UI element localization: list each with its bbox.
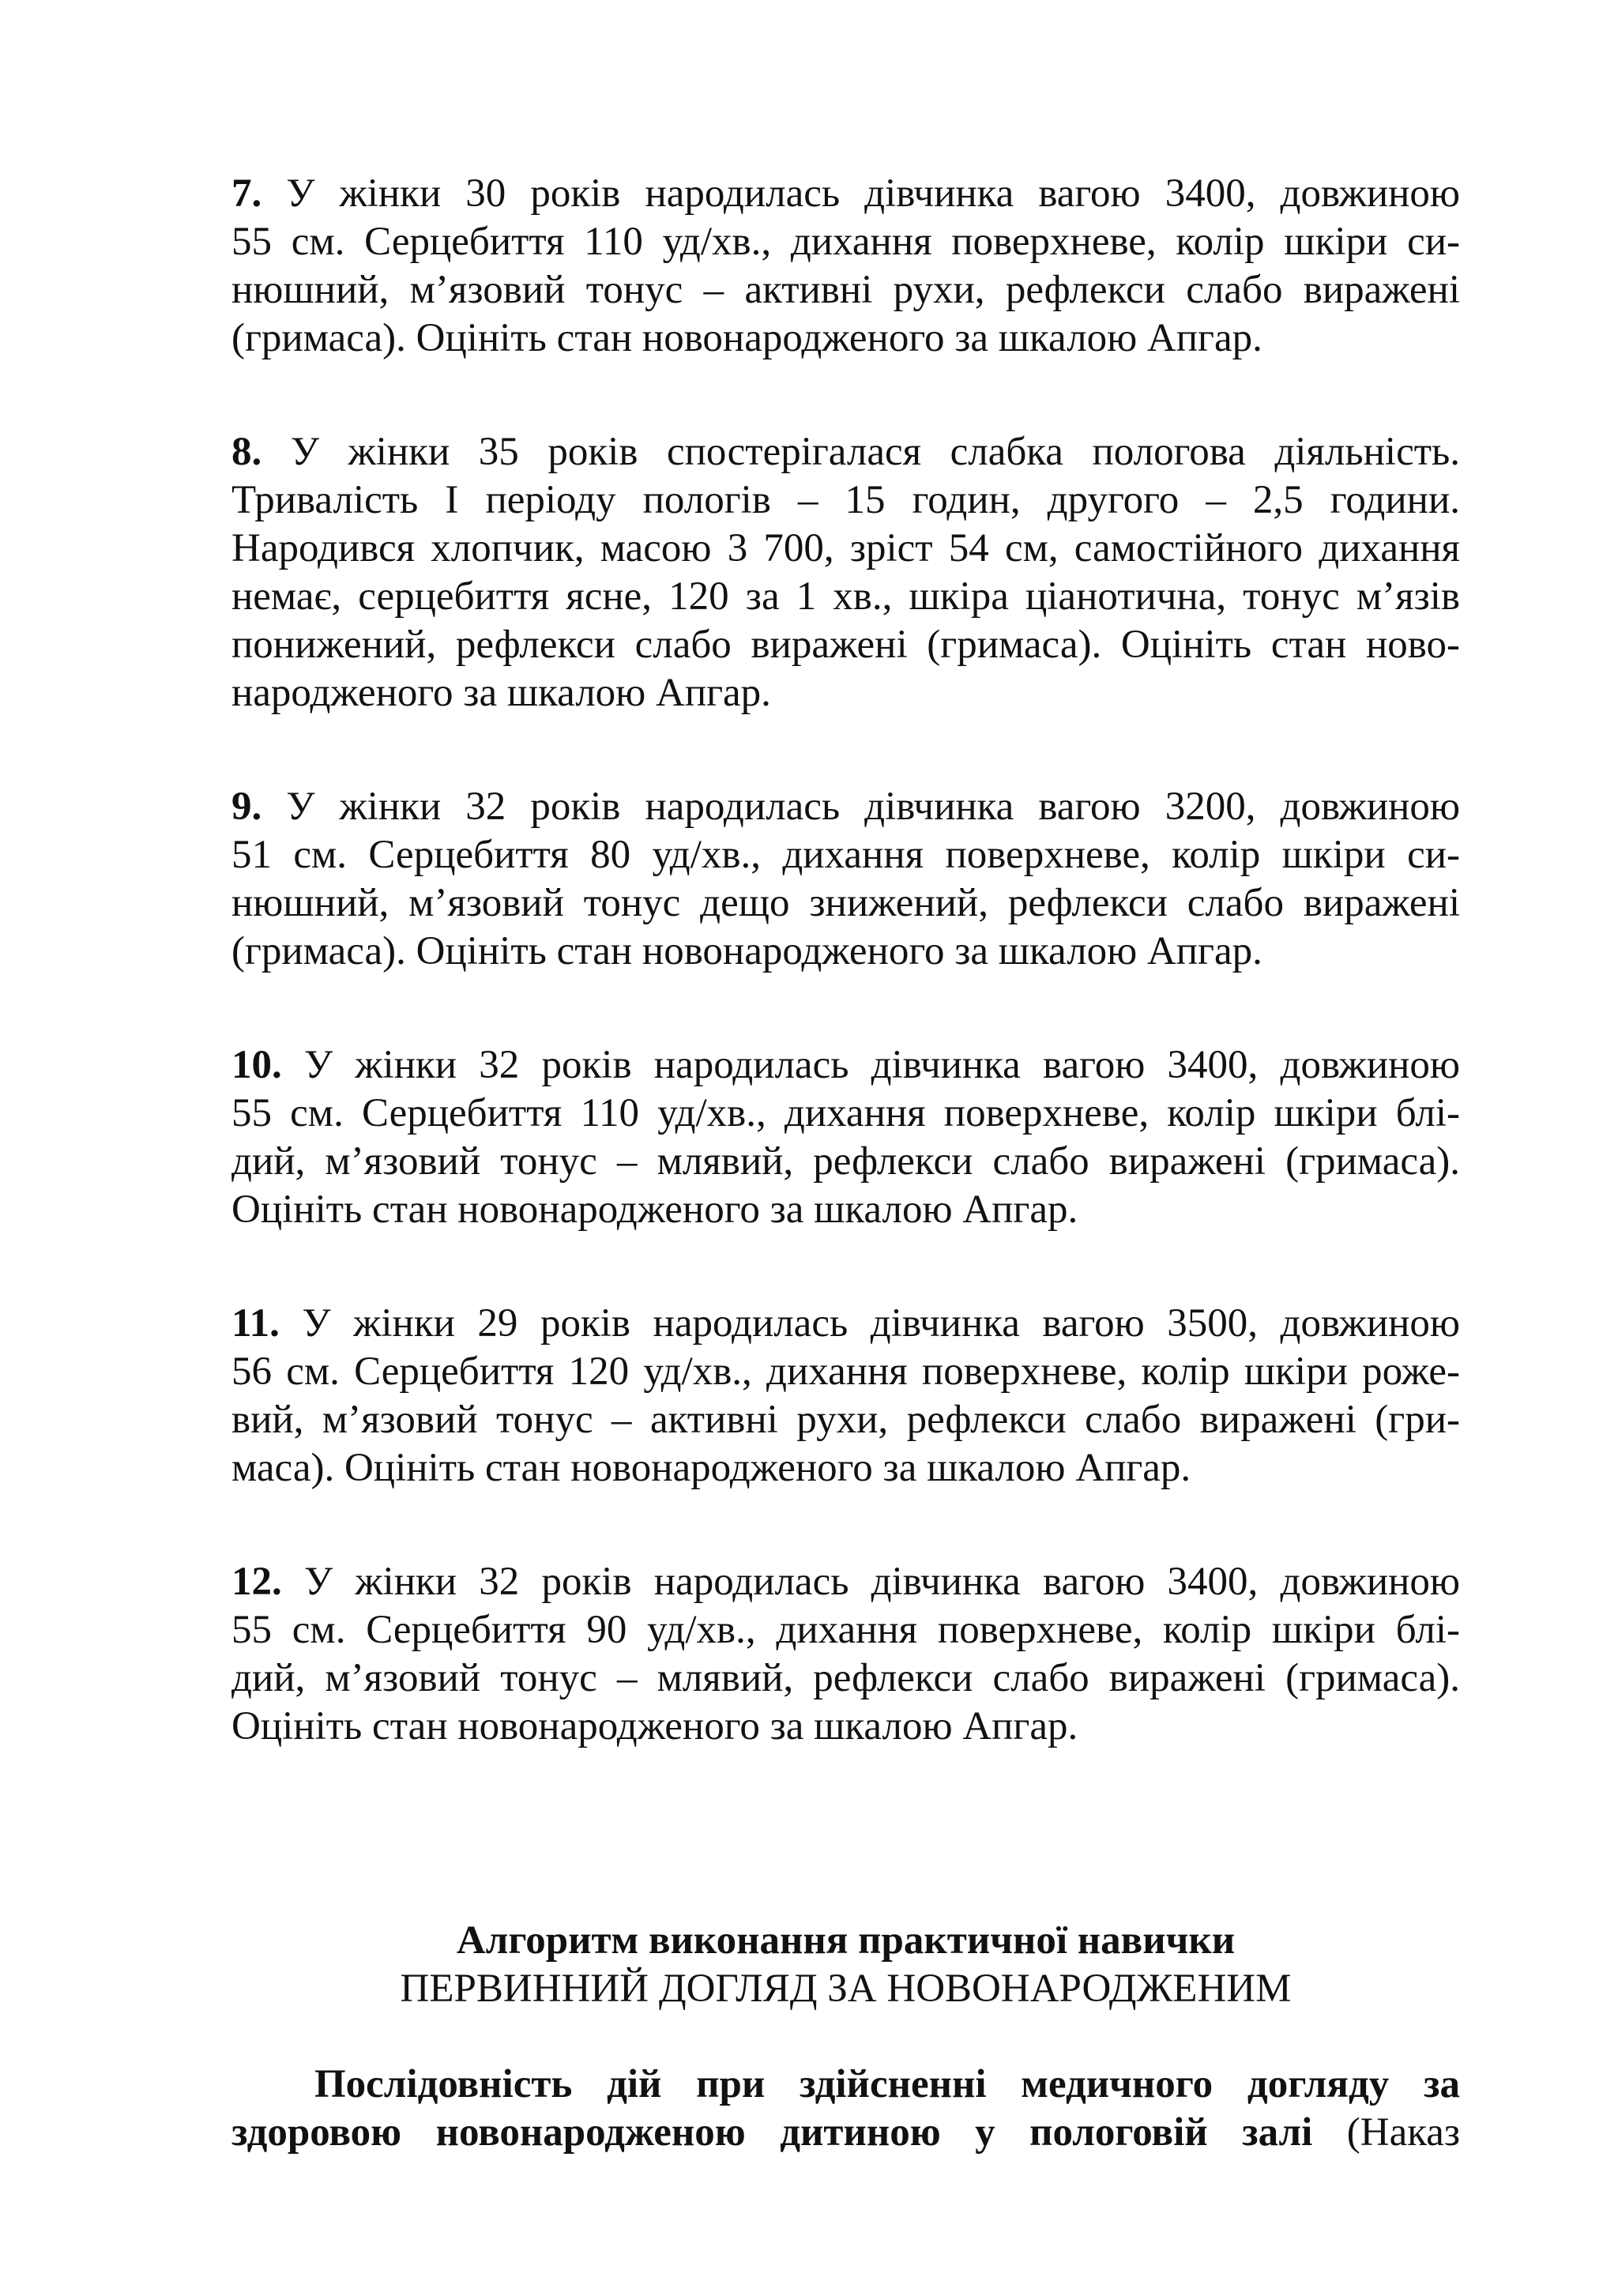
- intro-line-rest: (Наказ: [1312, 2110, 1460, 2155]
- problem-text-line: нюшний, м’язовий тонус дещо знижений, рефлекси слабо виражені: [231, 881, 1460, 925]
- document-page: [231, 170, 1460, 2157]
- section-title-bold: Алгоритм виконання практичної навички: [456, 1918, 1236, 1963]
- problem-9: [231, 783, 1460, 976]
- problem-number: 12.: [231, 1560, 282, 1604]
- problem-8: [231, 428, 1460, 717]
- section-heading: [231, 1917, 1460, 2013]
- problem-10: [231, 1041, 1460, 1234]
- problem-text-line: 56 см. Серцебиття 120 уд/хв., дихання поверхневе, колір шкіри роже-: [231, 1349, 1460, 1394]
- problem-text-line: маса). Оцініть стан новонародженого за шкалою Апгар.: [231, 1446, 1191, 1490]
- problem-text-line: Народився хлопчик, масою 3 700, зріст 54 см, самостійного дихання: [231, 526, 1460, 570]
- problem-text-line: Тривалість І періоду пологів – 15 годин, другого – 2,5 години.: [231, 478, 1460, 522]
- problem-text-line: нюшний, м’язовий тонус – активні рухи, рефлекси слабо виражені: [231, 268, 1460, 312]
- intro-line: Послідовність дій при здійсненні медичного догляду за: [314, 2062, 1460, 2106]
- problem-number: 7.: [231, 171, 262, 216]
- problem-number: 10.: [231, 1043, 282, 1087]
- problem-number: 8.: [231, 430, 262, 474]
- problem-number: 9.: [231, 785, 262, 829]
- problem-text-line: народженого за шкалою Апгар.: [231, 671, 771, 715]
- problem-text-line: У жінки 30 років народилась дівчинка вагою 3400, довжиною: [286, 171, 1461, 216]
- problem-text-line: У жінки 32 років народилась дівчинка вагою 3400, довжиною: [303, 1043, 1461, 1087]
- problem-text-line: Оцініть стан новонародженого за шкалою Апгар.: [231, 1188, 1078, 1232]
- problem-text-line: вий, м’язовий тонус – активні рухи, рефлекси слабо виражені (гри-: [231, 1398, 1460, 1442]
- problem-text-line: У жінки 32 років народилась дівчинка вагою 3200, довжиною: [286, 785, 1461, 829]
- problem-text-line: понижений, рефлекси слабо виражені (гримаса). Оцініть стан ново-: [231, 623, 1460, 667]
- problem-text-line: 55 см. Серцебиття 110 уд/хв., дихання поверхневе, колір шкіри блі-: [231, 1091, 1460, 1135]
- intro-line-bold: здоровою новонародженою дитиною у пологовій залі: [231, 2110, 1313, 2155]
- problem-text-line: немає, серцебиття ясне, 120 за 1 хв., шкіра ціанотична, тонус м’язів: [231, 574, 1460, 619]
- problem-12: [231, 1558, 1460, 1751]
- problem-text-line: У жінки 29 років народилась дівчинка вагою 3500, довжиною: [302, 1301, 1461, 1346]
- problem-text-line: дий, м’язовий тонус – млявий, рефлекси слабо виражені (гримаса).: [231, 1139, 1460, 1184]
- problem-text-line: Оцініть стан новонародженого за шкалою Апгар.: [231, 1704, 1078, 1748]
- problem-text-line: дий, м’язовий тонус – млявий, рефлекси слабо виражені (гримаса).: [231, 1656, 1460, 1700]
- problem-7: [231, 170, 1460, 363]
- problem-text-line: (гримаса). Оцініть стан новонародженого за шкалою Апгар.: [231, 929, 1262, 973]
- problem-number: 11.: [231, 1301, 280, 1346]
- problem-text-line: 55 см. Серцебиття 90 уд/хв., дихання поверхневе, колір шкіри блі-: [231, 1608, 1460, 1652]
- problem-text-line: (гримаса). Оцініть стан новонародженого за шкалою Апгар.: [231, 316, 1262, 360]
- problem-text-line: 55 см. Серцебиття 110 уд/хв., дихання поверхневе, колір шкіри си-: [231, 220, 1460, 264]
- problem-text-line: У жінки 35 років спостерігалася слабка пологова діяльність.: [290, 430, 1460, 474]
- section-title-caps: ПЕРВИННИЙ ДОГЛЯД ЗА НОВОНАРОДЖЕНИМ: [400, 1967, 1292, 2011]
- problem-text-line: 51 см. Серцебиття 80 уд/хв., дихання поверхневе, колір шкіри си-: [231, 833, 1460, 877]
- intro-paragraph: [231, 2061, 1460, 2157]
- problem-11: [231, 1300, 1460, 1492]
- problem-text-line: У жінки 32 років народилась дівчинка вагою 3400, довжиною: [303, 1560, 1461, 1604]
